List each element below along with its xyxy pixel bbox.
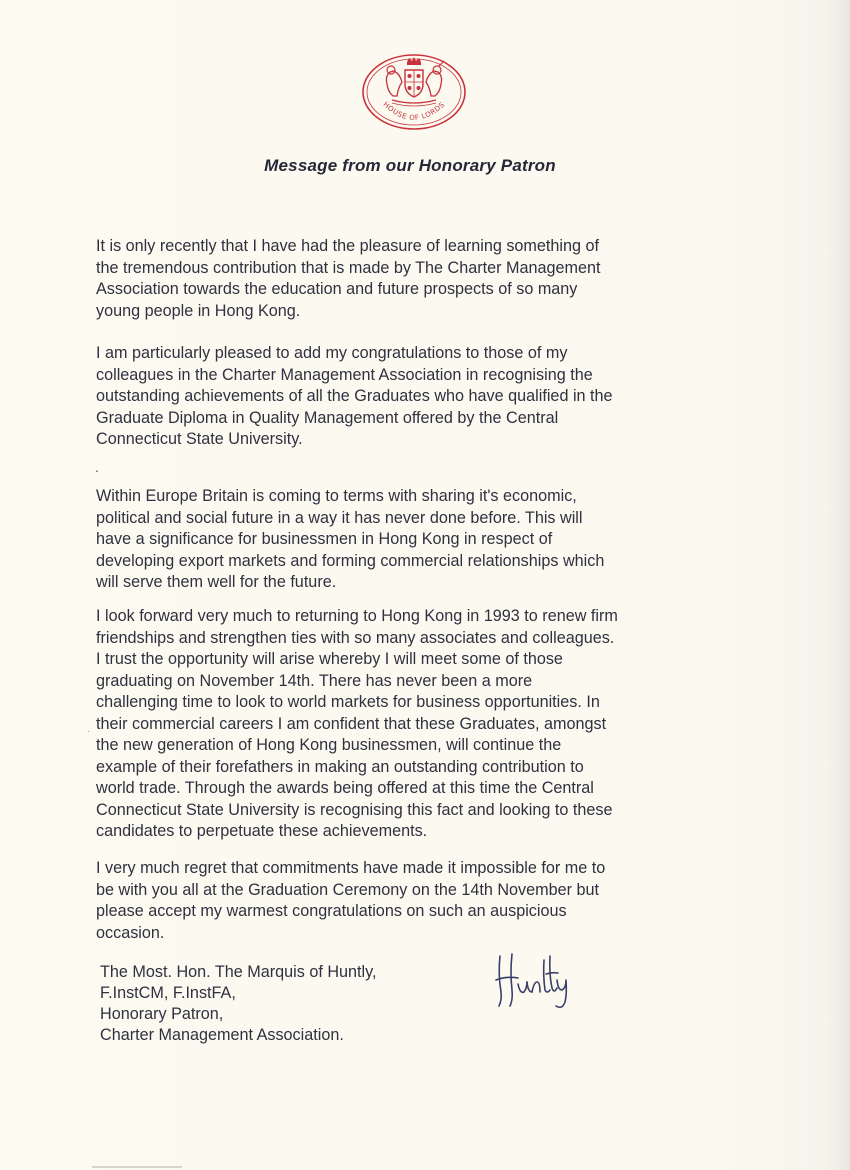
svg-text:HOUSE OF LORDS xyxy=(382,100,447,122)
paragraph-4: I look forward very much to returning to Hong Kong in 1993 to renew firm friendships and strengthen ties with so many associates and colleagues. I trust the opportunity will arise whereby I will meet some of those graduating on November 14th. There has never been a more challenging time to look to world markets for business opportunities. In their commercial careers I am confident that these Graduates, amongst the new generation of Hong Kong businessmen, will continue the example of their forefathers in making an outstanding contribution to world trade. Through the awards being offered at this time the Central Connecticut State University is recognising this fact and looking to these candidates to perpetuate these achievements. xyxy=(96,607,618,840)
seal-text: HOUSE OF LORDS xyxy=(381,100,447,123)
stray-mark-2: . xyxy=(87,724,90,735)
bottom-edge-mark xyxy=(92,1166,182,1168)
handwritten-signature xyxy=(490,950,580,1012)
page-title: Message from our Honorary Patron xyxy=(264,156,556,175)
signatory-credentials: F.InstCM, F.InstFA, xyxy=(100,984,236,1002)
paragraph-5: I very much regret that commitments have made it impossible for me to be with you all at the Graduation Ceremony on the 14th November but please accept my warmest congratulations on such an auspicious occasion. xyxy=(96,859,606,942)
house-of-lords-seal xyxy=(360,52,468,132)
signatory-role: Honorary Patron, xyxy=(100,1005,224,1023)
paragraph-3: Within Europe Britain is coming to terms with sharing it's economic, political and social future in a way it has never done before. This will have a significance for businessmen in Hong Kong in respect of developing export markets and forming commercial relationships which will serve them well for the future. xyxy=(96,487,605,591)
paragraph-1: It is only recently that I have had the pleasure of learning something of the tremendous contribution that is made by The Charter Management Association towards the education and future prospects of so many young people in Hong Kong. xyxy=(96,237,601,320)
signature-block xyxy=(100,962,377,1046)
page-edge-shadow xyxy=(828,0,850,1170)
signatory-name: The Most. Hon. The Marquis of Huntly, xyxy=(100,963,377,981)
paragraph-2: I am particularly pleased to add my congratulations to those of my colleagues in the Charter Management Association in recognising the outstanding achievements of all the Graduates who have qualified in the Graduate Diploma in Quality Management offered by the Central Connecticut State University. xyxy=(96,344,613,448)
signatory-organisation: Charter Management Association. xyxy=(100,1026,344,1044)
stray-mark: . xyxy=(95,459,99,475)
